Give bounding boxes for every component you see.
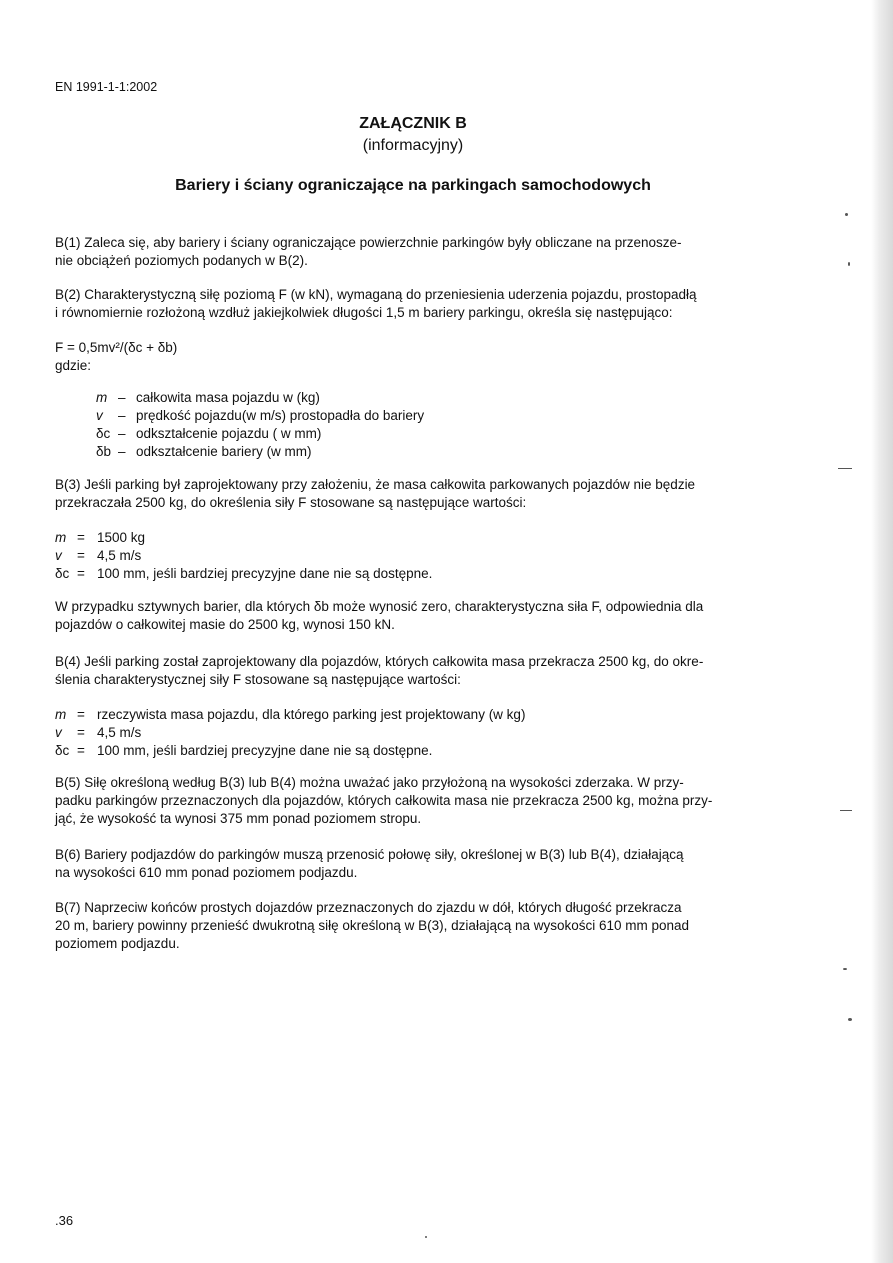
paragraph-line: B(7) Naprzeciw końców prostych dojazdów przeznaczonych do zjazdu w dół, których długość przekracza: [55, 900, 682, 915]
paragraph-b1: [55, 234, 773, 270]
definitions-list: [96, 389, 424, 461]
definition-text: całkowita masa pojazdu w (kg): [136, 390, 320, 405]
value-equals: =: [77, 707, 85, 722]
paragraph-b4: [55, 653, 773, 689]
values-list-b4: [55, 706, 525, 760]
paragraph-line: B(5) Siłę określoną według B(3) lub B(4) można uważać jako przyłożoną na wysokości zderzaka. W przy-: [55, 775, 684, 790]
value-row: [55, 724, 525, 742]
paragraph-b6: [55, 846, 773, 882]
value-symbol: v: [55, 725, 62, 740]
page-number: .36: [55, 1213, 74, 1228]
value-symbol: δc: [55, 743, 70, 758]
value-symbol: m: [55, 530, 67, 545]
definition-text: prędkość pojazdu(w m/s) prostopadła do bariery: [136, 408, 425, 423]
paragraph-line: B(6) Bariery podjazdów do parkingów muszą przenosić połowę siły, określonej w B(3) lub B(4), działającą: [55, 847, 684, 862]
value-text: 100 mm, jeśli bardziej precyzyjne dane nie są dostępne.: [97, 743, 433, 758]
paragraph-line: przekraczała 2500 kg, do określenia siły F stosowane są następujące wartości:: [55, 495, 527, 510]
value-text: 1500 kg: [97, 530, 146, 545]
definition-dash: –: [118, 426, 126, 441]
scan-speck: [845, 213, 848, 216]
scan-speck: [848, 262, 850, 266]
paragraph-line: W przypadku sztywnych barier, dla których δb może wynosić zero, charakterystyczna siła F, odpowiednia dla: [55, 599, 704, 614]
value-row: [55, 529, 432, 547]
scan-speck: [425, 1236, 427, 1238]
definition-symbol: m: [96, 390, 108, 405]
value-equals: =: [77, 548, 85, 563]
scan-speck: [840, 810, 852, 811]
value-text: 4,5 m/s: [97, 548, 142, 563]
value-equals: =: [77, 530, 85, 545]
value-symbol: m: [55, 707, 67, 722]
definition-row: [96, 425, 424, 443]
paragraph-line: B(4) Jeśli parking został zaprojektowany dla pojazdów, których całkowita masa przekracza 2500 kg, do okre-: [55, 654, 704, 669]
section-title: Bariery i ściany ograniczające na parkingach samochodowych: [175, 177, 651, 194]
value-text: 100 mm, jeśli bardziej precyzyjne dane nie są dostępne.: [97, 566, 433, 581]
annex-subtitle: (informacyjny): [362, 137, 464, 154]
paragraph-line: i równomiernie rozłożoną wzdłuż jakiejkolwiek długości 1,5 m bariery parkingu, określa się następująco:: [55, 305, 673, 320]
scan-speck: [843, 968, 847, 970]
paragraph-line: pojazdów o całkowitej masie do 2500 kg, wynosi 150 kN.: [55, 617, 395, 632]
value-row: [55, 706, 525, 724]
definition-row: [96, 443, 424, 461]
values-list-b3: [55, 529, 432, 583]
formula-block: [55, 339, 177, 375]
value-row: [55, 565, 432, 583]
definition-dash: –: [118, 408, 126, 423]
scan-speck: [848, 1018, 852, 1021]
formula-expression: F = 0,5mv²/(δc + δb): [55, 340, 178, 355]
value-symbol: v: [55, 548, 62, 563]
paragraph-line: ślenia charakterystycznej siły F stosowane są następujące wartości:: [55, 672, 461, 687]
scan-speck: [838, 468, 852, 469]
value-row: [55, 742, 525, 760]
definition-row: [96, 407, 424, 425]
value-row: [55, 547, 432, 565]
paragraph-b5: [55, 774, 773, 828]
paragraph-line: jąć, że wysokość ta wynosi 375 mm ponad poziomem stropu.: [55, 811, 422, 826]
paragraph-line: B(2) Charakterystyczną siłę poziomą F (w kN), wymaganą do przeniesienia uderzenia pojazdu, prostopadłą: [55, 287, 697, 302]
paragraph-rigid-barriers: [55, 598, 773, 634]
value-text: rzeczywista masa pojazdu, dla którego parking jest projektowany (w kg): [97, 707, 526, 722]
paragraph-line: na wysokości 610 mm ponad poziomem podjazdu.: [55, 865, 358, 880]
paragraph-line: poziomem podjazdu.: [55, 936, 180, 951]
definition-text: odkształcenie bariery (w mm): [136, 444, 312, 459]
annex-title: ZAŁĄCZNIK B: [359, 115, 467, 132]
value-equals: =: [77, 725, 85, 740]
formula-where: gdzie:: [55, 358, 92, 373]
value-symbol: δc: [55, 566, 70, 581]
definition-symbol: δc: [96, 426, 111, 441]
paragraph-line: padku parkingów przeznaczonych dla pojazdów, których całkowita masa nie przekracza 2500 kg, można przy-: [55, 793, 713, 808]
definition-row: [96, 389, 424, 407]
paragraph-b7: [55, 899, 773, 953]
definition-symbol: δb: [96, 444, 112, 459]
paragraph-b2: [55, 286, 773, 322]
paragraph-line: B(1) Zaleca się, aby bariery i ściany ograniczające powierzchnie parkingów były obliczane na przenosze-: [55, 235, 682, 250]
scan-edge-shadow: [871, 0, 893, 1263]
value-equals: =: [77, 743, 85, 758]
paragraph-b3: [55, 476, 773, 512]
standard-code: EN 1991-1-1:2002: [55, 80, 158, 94]
paragraph-line: nie obciążeń poziomych podanych w B(2).: [55, 253, 308, 268]
paragraph-line: 20 m, bariery powinny przenieść dwukrotną siłę określoną w B(3), działającą na wysokości 610 mm ponad: [55, 918, 690, 933]
value-text: 4,5 m/s: [97, 725, 142, 740]
definition-dash: –: [118, 390, 126, 405]
value-equals: =: [77, 566, 85, 581]
definition-symbol: v: [96, 408, 103, 423]
paragraph-line: B(3) Jeśli parking był zaprojektowany przy założeniu, że masa całkowita parkowanych pojazdów nie będzie: [55, 477, 696, 492]
definition-dash: –: [118, 444, 126, 459]
definition-text: odkształcenie pojazdu ( w mm): [136, 426, 322, 441]
